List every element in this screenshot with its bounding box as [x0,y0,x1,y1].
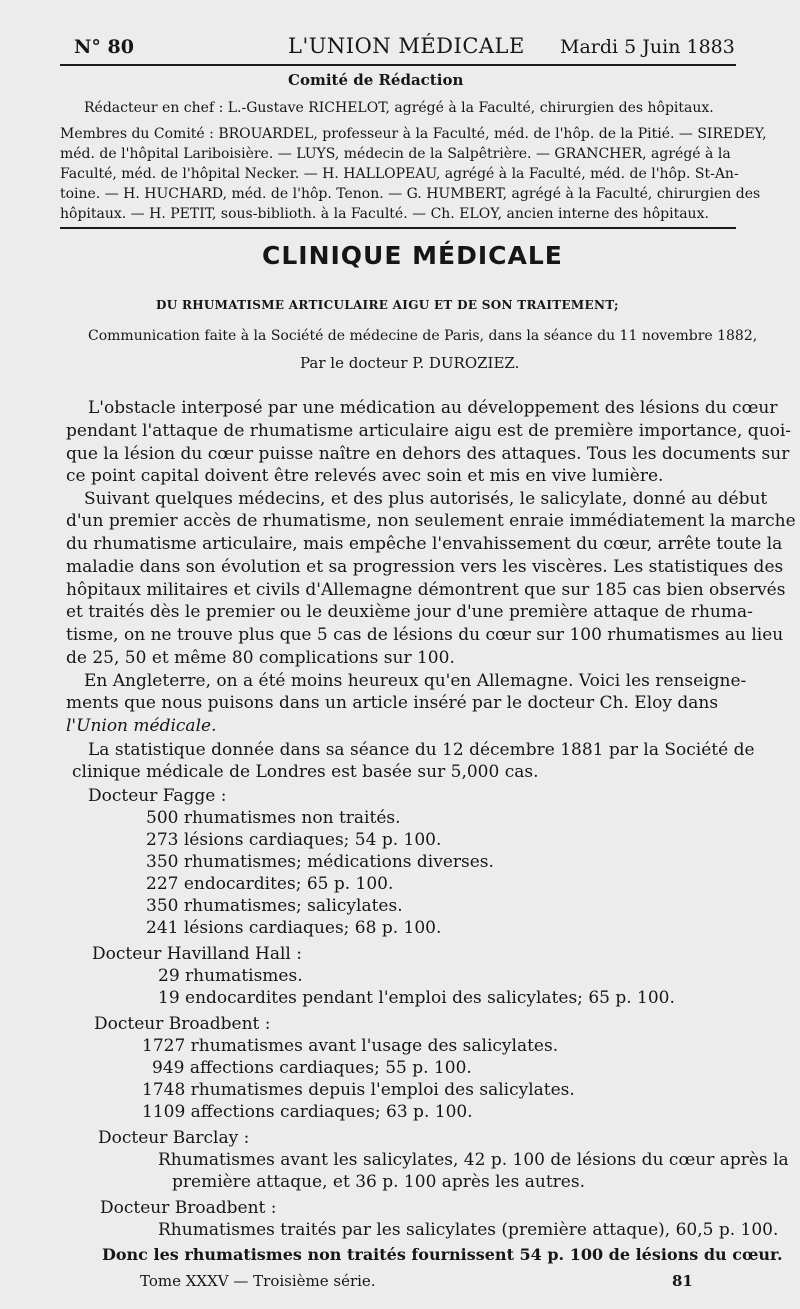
stats-row: 1727 rhumatismes avant l'usage des salicylates. [142,1036,559,1056]
body-line: tisme, on ne trouve plus que 5 cas de lésions du cœur sur 100 rhumatismes au lieu [66,625,784,645]
body-line: maladie dans son évolution et sa progression vers les viscères. Les statistiques des [66,557,784,577]
committee-line: Membres du Comité : BROUARDEL, professeur à la Faculté, méd. de l'hôp. de la Pitié. — SIREDEY, [60,126,767,142]
stats-row: Rhumatismes traités par les salicylates (première attaque), 60,5 p. 100. [158,1220,779,1240]
stats-row: Rhumatismes avant les salicylates, 42 p. 100 de lésions du cœur après la [158,1150,789,1170]
committee-line: méd. de l'hôpital Lariboisière. — LUYS, médecin de la Salpêtrière. — GRANCHER, agrégé à la [60,146,731,162]
body-line: que la lésion du cœur puisse naître en dehors des attaques. Tous les documents sur [66,444,790,464]
stats-row: 1748 rhumatismes depuis l'emploi des salicylates. [142,1080,575,1100]
body-line: clinique médicale de Londres est basée sur 5,000 cas. [72,762,539,782]
body-line: du rhumatisme articulaire, mais empêche l'envahissement du cœur, arrête toute la [66,534,783,554]
body-line: La statistique donnée dans sa séance du 12 décembre 1881 par la Société de [88,740,755,760]
committee-title: Comité de Rédaction [288,71,464,89]
stats-row: 241 lésions cardiaques; 68 p. 100. [146,918,442,938]
section-title: CLINIQUE MÉDICALE [262,241,563,270]
body-line: de 25, 50 et même 80 complications sur 100. [66,648,455,668]
stats-row: 29 rhumatismes. [158,966,303,986]
stats-row: 350 rhumatismes; salicylates. [146,896,403,916]
stats-row: 1109 affections cardiaques; 63 p. 100. [142,1102,473,1122]
stats-label-fagge: Docteur Fagge : [88,786,227,806]
stats-row: 227 endocardites; 65 p. 100. [146,874,394,894]
page-number: 81 [672,1272,693,1290]
stats-label-broadbent: Docteur Broadbent : [94,1014,271,1034]
committee-line: toine. — H. HUCHARD, méd. de l'hôp. Tenon. — G. HUMBERT, agrégé à la Faculté, chirurgien des [60,186,761,202]
stats-row: première attaque, et 36 p. 100 après les autres. [172,1172,585,1192]
closing-line: Donc les rhumatismes non traités fournissent 54 p. 100 de lésions du cœur. [102,1245,783,1264]
committee-line: Faculté, méd. de l'hôpital Necker. — H. HALLOPEAU, agrégé à la Faculté, méd. de l'hôp. St-An- [60,166,739,182]
journal-title: L'UNION MÉDICALE [288,34,525,58]
stats-label-broadbent: Docteur Broadbent : [100,1198,277,1218]
section-subtitle: DU RHUMATISME ARTICULAIRE AIGU ET DE SON TRAITEMENT; [156,298,619,312]
body-line: d'un premier accès de rhumatisme, non seulement enraie immédiatement la marche [66,511,796,531]
stats-row: 19 endocardites pendant l'emploi des salicylates; 65 p. 100. [158,988,675,1008]
body-line: L'obstacle interposé par une médication au développement des lésions du cœur [88,398,778,418]
author-line: Par le docteur P. DUROZIEZ. [300,354,520,372]
issue-date: Mardi 5 Juin 1883 [560,36,735,58]
issue-number: N° 80 [74,36,134,58]
stats-row: 500 rhumatismes non traités. [146,808,401,828]
committee-line: hôpitaux. — H. PETIT, sous-biblioth. à la Faculté. — Ch. ELOY, ancien interne des hôpitaux. [60,206,709,222]
stats-label-barclay: Docteur Barclay : [98,1128,250,1148]
body-line: hôpitaux militaires et civils d'Allemagne démontrent que sur 185 cas bien observés [66,580,786,600]
body-line: ments que nous puisons dans un article inséré par le docteur Ch. Eloy dans [66,693,719,713]
body-line: pendant l'attaque de rhumatisme articulaire aigu est de première importance, quoi- [66,421,792,441]
committee-rule [60,227,736,229]
body-line: Suivant quelques médecins, et des plus autorisés, le salicylate, donné au début [84,489,768,509]
body-line: et traités dès le premier ou le deuxième jour d'une première attaque de rhuma- [66,602,753,622]
body-line: ce point capital doivent être relevés avec soin et mis en vive lumière. [66,466,664,486]
communication-line: Communication faite à la Société de médecine de Paris, dans la séance du 11 novembre 1882, [88,328,758,344]
stats-row: 949 affections cardiaques; 55 p. 100. [152,1058,472,1078]
body-line: l'Union médicale. [66,716,217,736]
header-rule [60,64,736,66]
stats-row: 273 lésions cardiaques; 54 p. 100. [146,830,442,850]
committee-line: Rédacteur en chef : L.-Gustave RICHELOT, agrégé à la Faculté, chirurgien des hôpitaux. [84,100,714,116]
stats-row: 350 rhumatismes; médications diverses. [146,852,494,872]
body-line: En Angleterre, on a été moins heureux qu'en Allemagne. Voici les renseigne- [84,671,747,691]
footer-tome: Tome XXXV — Troisième série. [140,1272,376,1290]
stats-label-hall: Docteur Havilland Hall : [92,944,302,964]
